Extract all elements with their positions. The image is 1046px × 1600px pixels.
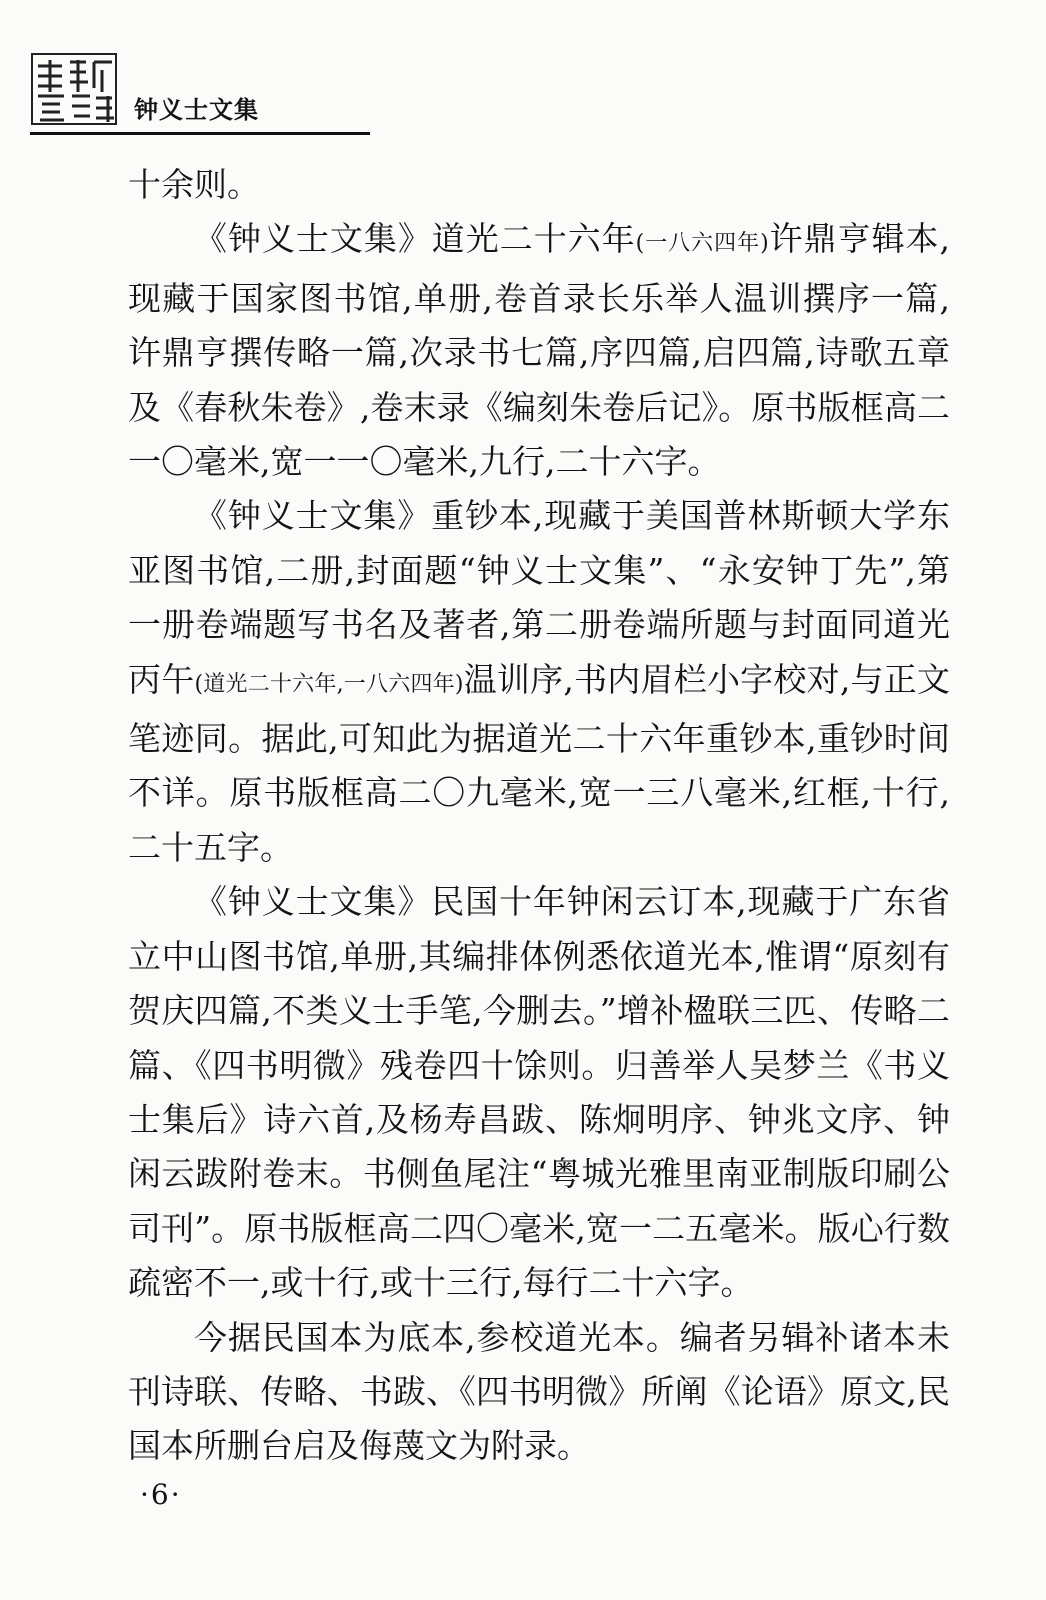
main-text [128,158,950,1474]
paragraph-editorial-note: 今据民国本为底本,参校道光本。编者另辑补诸本未刊诗联、传略、书跋、《四书明微》所阐《论语》原文,民国本所删台启及侮蔑文为附录。 [128,1317,950,1466]
paragraph-manuscript-copy: 《钟义士文集》重钞本,现藏于美国普林斯顿大学东亚图书馆,二册,封面题“钟义士文集”、“永安钟丁先”,第一册卷端题写书名及著者,第二册卷端所题与封面同道光丙午(道光二十六年,一八六四年)温训序,书内眉栏小字校对,与正文笔迹同。据此,可知此为据道光二十六年重钞本,重钞时间不详。原书版框高二〇九毫米,宽一三八毫米,红框,十行,二十五字。 [128,496,950,867]
header-rule [30,132,370,135]
paragraph-minguo-edition: 《钟义士文集》民国十年钟闲云订本,现藏于广东省立中山图书馆,单册,其编排体例悉依道光本,惟谓“原刻有贺庆四篇,不类义士手笔,今删去。”增补楹联三匹、传略二篇、《四书明微》残卷四十馀则。归善举人吴梦兰《书义士集后》诗六首,及杨寿昌跋、陈炯明序、钟兆文序、钟闲云跋附卷末。书侧鱼尾注“粤城光雅里南亚制版印刷公司刊”。原书版框高二四〇毫米,宽一二五毫米。版心行数疏密不一,或十行,或十三行,每行二十六字。 [128,882,950,1303]
book-title-header: 钟义士文集 [134,96,259,124]
seal-logo-icon [30,52,118,126]
running-header [22,52,362,142]
paragraph-continuation: 十余则。 [128,165,260,204]
page-number: ·6· [140,1478,182,1511]
paragraph-daoguang-edition: 《钟义士文集》道光二十六年(一八六四年)许鼎亨辑本,现藏于国家图书馆,单册,卷首录长乐举人温训撰序一篇,许鼎亨撰传略一篇,次录书七篇,序四篇,启四篇,诗歌五章及《春秋朱卷》,卷末录《编刻朱卷后记》。原书版框高二一〇毫米,宽一一〇毫米,九行,二十六字。 [128,219,951,482]
